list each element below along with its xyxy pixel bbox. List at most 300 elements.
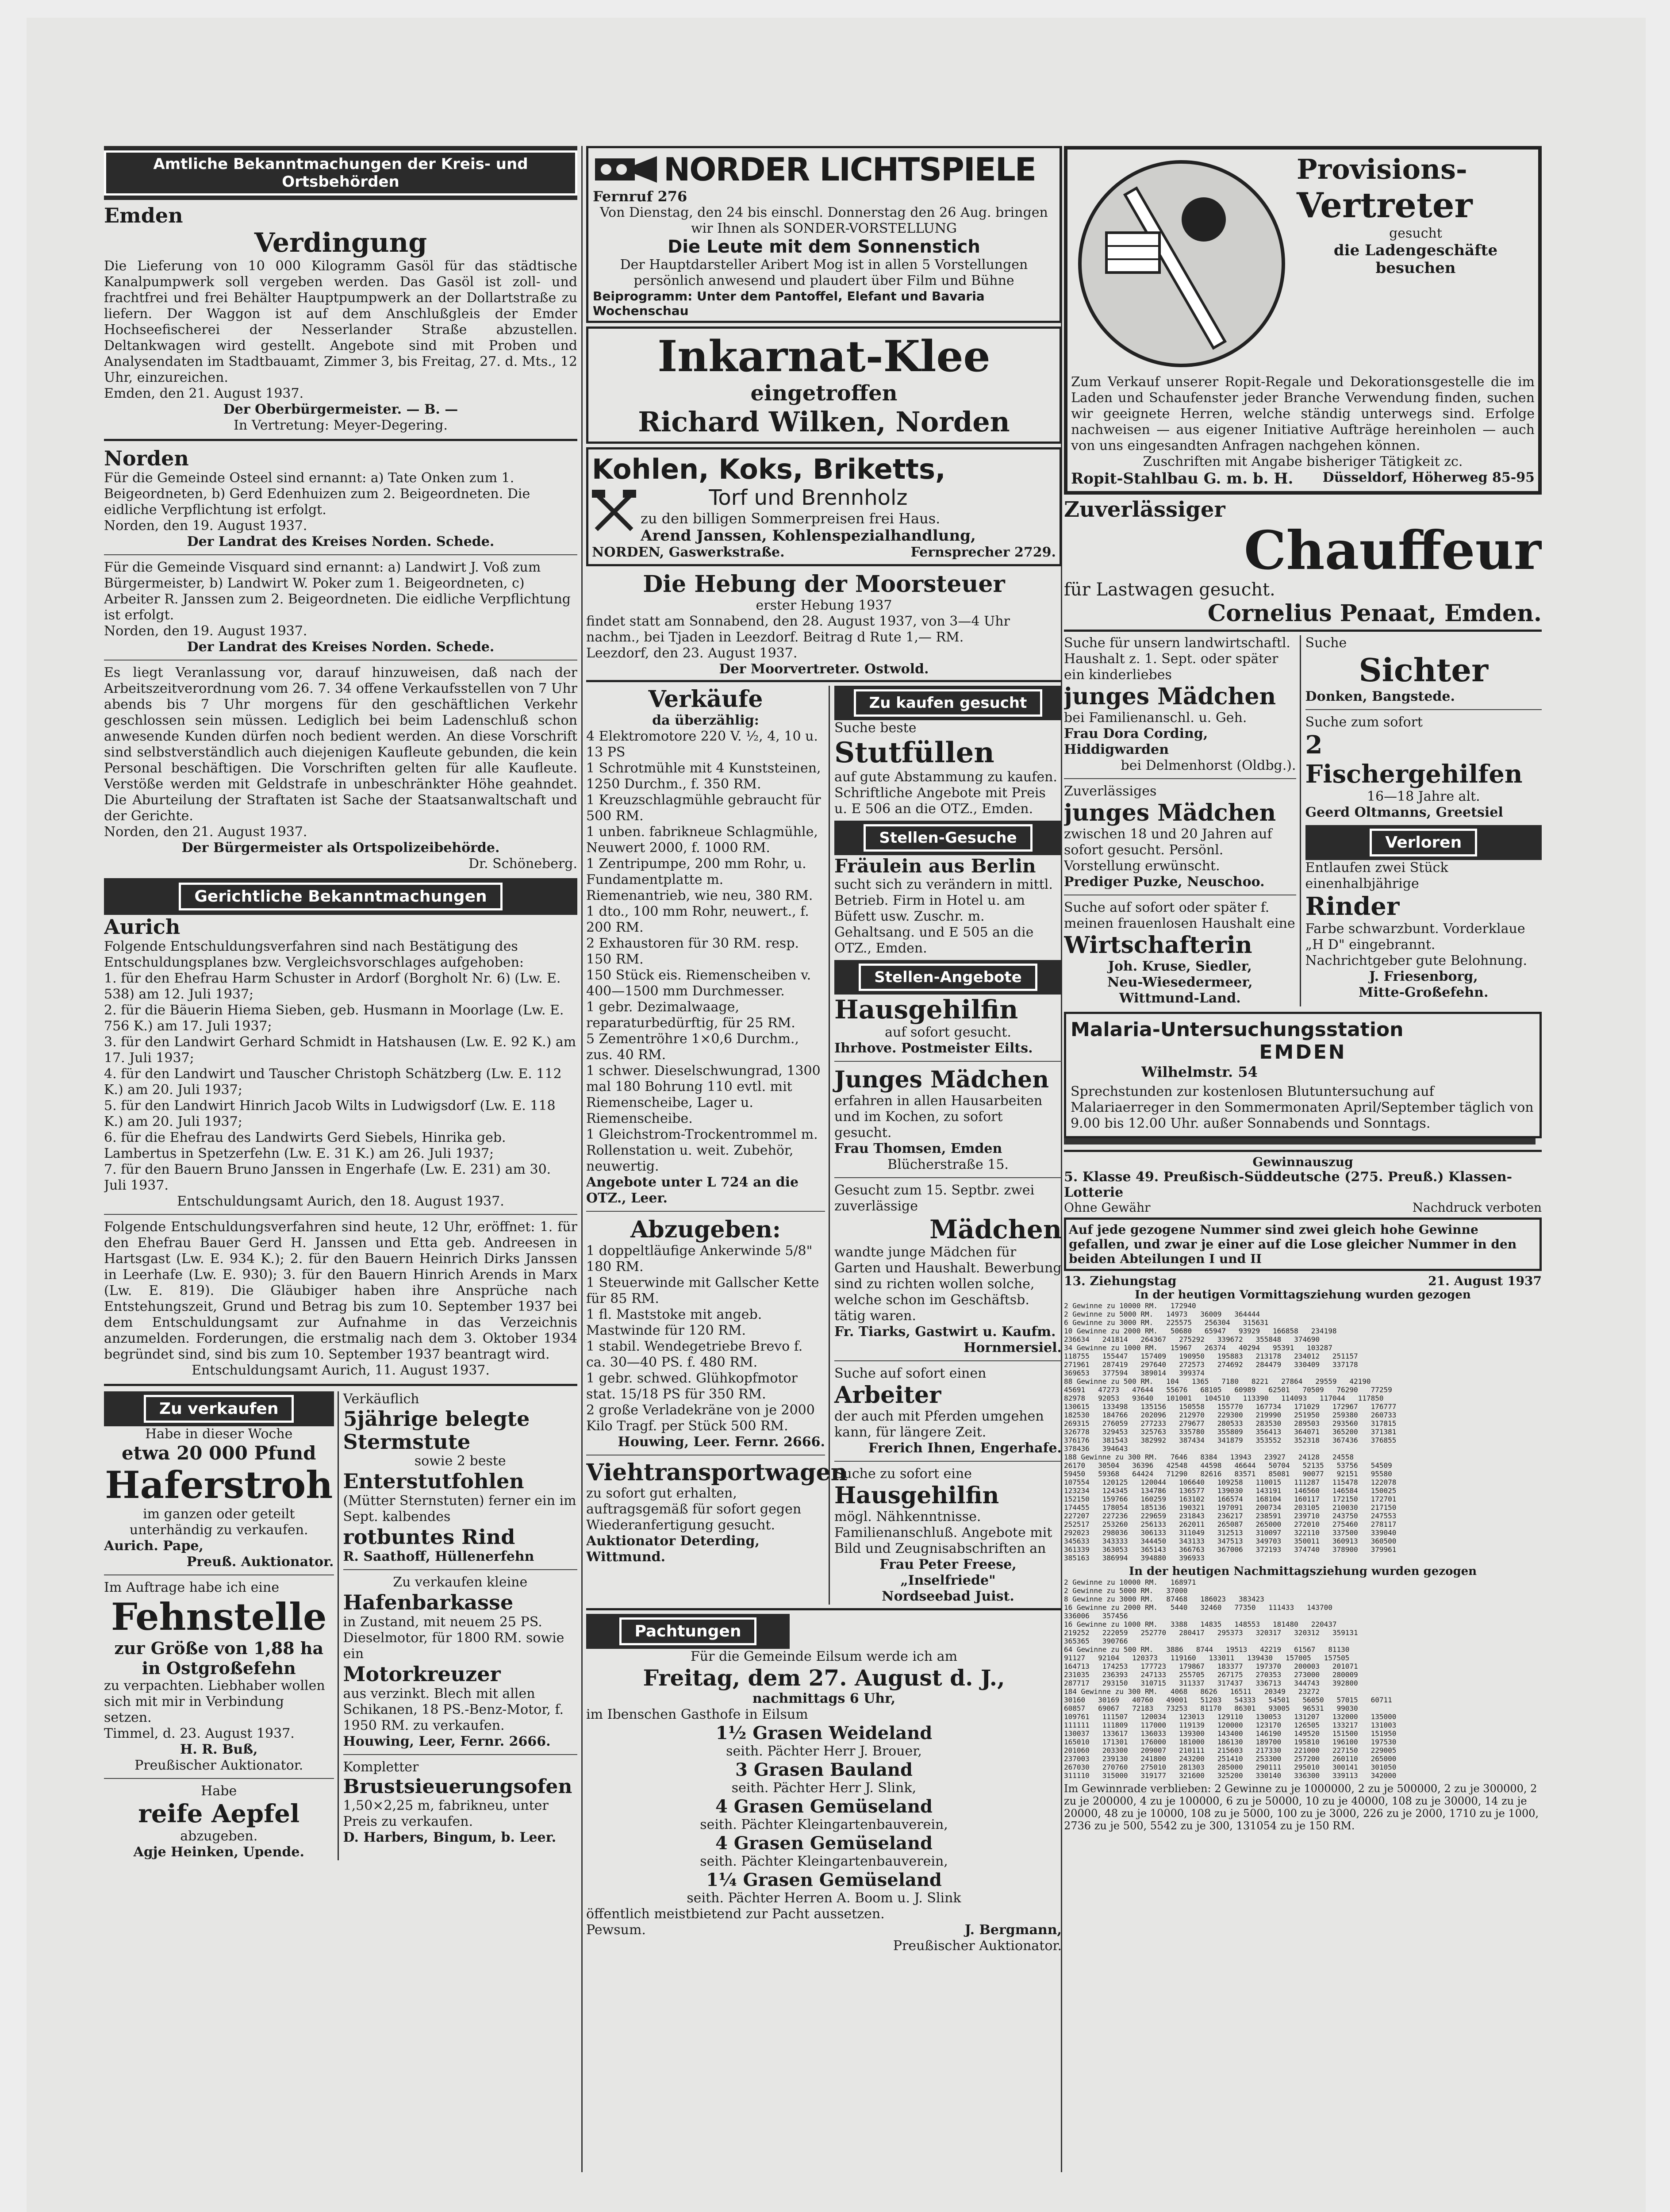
oven-title: Brustsieuerungsofen [343,1775,572,1798]
reliable-girl-text: zwischen 18 und 20 Jahren auf sofort gesucht. Persönl. Vorstellung erwünscht. [1064,826,1272,874]
lease-footer: öffentlich meistbietend zur Pacht aussetzen. [586,1906,885,1922]
haferstroh-pre: Habe in dieser Woche [145,1426,293,1442]
harbor-launch-pre: Zu verkaufen kleine [393,1575,528,1590]
osteel-date: Norden, den 19. August 1937. [104,518,307,534]
young-girl-signature: Frau Thomsen, Emden [834,1141,1002,1156]
berlin-lady-text: sucht sich zu verändern in mittl. Betrieb. Firm in Hotel u. am Büfett usw. Zuschr. m. Gehaltsang. und E 505 an die OTZ., Emden. [834,877,1053,956]
young-girl-address: Blücherstraße 15. [887,1157,1009,1172]
fehnstelle-title: Fehnstelle [111,1595,327,1639]
clover-ad [586,326,1062,444]
lottery-day: 13. Ziehungstag [1064,1274,1177,1288]
chauffeur-signature: Cornelius Penaat, Emden. [1207,600,1542,627]
lottery-number-line: 311110 315000 319177 321600 325200 330140 336300 339113 342000 [1064,1771,1397,1780]
list-item: 2. für die Bäuerin Hiema Sieben, geb. Husmann in Moorlage (Lw. E. 756 K.) am 17. Juli 1937; [104,1002,564,1034]
list-item: 2 Exhaustoren für 30 RM. resp. 150 RM. [586,936,799,967]
list-item: 5. für den Landwirt Hinrich Jacob Wilts in Ludwigsdorf (Lw. E. 118 K.) am 20. Juli 1937; [104,1098,556,1129]
list-item: 3. für den Landwirt Gerhard Schmidt in Hatshausen (Lw. E. 92 K.) am 17. Juli 1937; [104,1034,576,1066]
lottery-number-line: 6 Gewinne zu 3000 RM. 225575 256304 315631 [1064,1318,1269,1327]
lease-items [586,1723,1062,1906]
harbor-launch-title: Hafenbarkasse [343,1590,514,1614]
visquard-signature: Der Landrat des Kreises Norden. Schede. [187,639,495,655]
coal-firm: Arend Janssen, Kohlenspezialhandlung, [641,527,976,545]
fisher-text: 16—18 Jahre alt. [1367,789,1480,804]
mare-title: 5jährige belegte Stermstute [343,1407,530,1454]
list-item: 7. für den Bauern Bruno Janssen in Engerhafe (Lw. E. 231) am 30. Juli 1937. [104,1162,551,1193]
lease-time: nachmittags 6 Uhr, [752,1691,896,1706]
chauffeur-pre: Zuverlässiger [1064,497,1225,522]
lottery-number-line: 2 Gewinne zu 5000 RM. 37000 [1064,1586,1188,1595]
visquard-date: Norden, den 19. August 1937. [104,623,307,639]
clover-subtitle: eingetroffen [750,381,898,406]
sales-rep-firm-row [1071,470,1535,488]
housemaid2-house: „Inselfriede" [900,1573,996,1588]
lottery-number-line: 2 Gewinne zu 10000 RM. 168971 [1064,1578,1196,1586]
lottery-morning-heading: In der heutigen Vormittagsziehung wurden gezogen [1135,1288,1471,1302]
sales-rep-address: Düsseldorf, Höherweg 85-95 [1322,470,1535,485]
lottery-number-line: 188 Gewinne zu 300 RM. 7646 8384 13943 23927 24128 24558 [1064,1453,1354,1461]
sales-title: Verkäufe [648,686,763,713]
lease-item-tenant: seith. Pächter Herren A. Boom u. J. Slink [687,1890,961,1906]
housemaid2-text: mögl. Nähkenntnisse. Familienanschluß. Angebote mit Bild und Zeugnisabschriften an [834,1509,1052,1556]
young-girl-title: Junges Mädchen [834,1066,1049,1093]
motor-cruiser-signature: Houwing, Leer, Fernr. 2666. [343,1734,551,1749]
wanted-to-buy-header: Zu kaufen gesucht [834,686,1062,720]
coal-subtitle: Torf und Brennholz [709,485,908,510]
farm-girl-place: Hiddigwarden [1064,742,1169,757]
situations-wanted-header: Stellen-Gesuche [834,821,1062,855]
malaria-address: Wilhelmstr. 54 [1141,1064,1258,1080]
coal-ad [586,447,1062,566]
fisher-signature: Geerd Oltmanns, Greetsiel [1305,805,1503,820]
housemaid2-place: Nordseebad Juist. [882,1589,1014,1604]
housemaid2-pre: Suche zu sofort eine [834,1466,972,1482]
haferstroh-title: Haferstroh [105,1463,333,1507]
clover-firm: Richard Wilken, Norden [638,406,1010,438]
list-item: 5 Zementröhre 1×0,6 Durchm., zus. 40 RM. [586,1031,799,1063]
lease-signature-row [586,1922,1062,1938]
lottery-number-line: 336006 357456 [1064,1612,1128,1620]
moor-tax-subtitle: erster Hebung 1937 [756,598,892,613]
livestock-wagon-title: Viehtransportwagen [586,1459,848,1486]
list-item: 1 unben. fabrikneue Schlagmühle, Neuwert 2000, f. 1000 RM. [586,824,818,856]
list-item: 1 Kreuzschlagmühle gebraucht für 500 RM. [586,792,821,824]
lottery-number-line: 292023 298036 306133 311049 312513 310097 322110 337500 339040 [1064,1528,1397,1537]
coal-body [592,485,1056,545]
lottery-number-line: 45691 47273 47644 55676 68105 60989 62501 70509 76290 77259 [1064,1386,1392,1394]
chauffeur-title: Chauffeur [1244,519,1542,582]
list-item: 6. für die Ehefrau des Landwirts Gerd Siebels, Hinrika geb. Lambertus in Spetzerfehn (Lw. E. 31 K.) am 26. Juli 1937; [104,1130,506,1161]
sifter-title: Sichter [1359,651,1489,689]
sales-footer: Angebote unter L 724 an die OTZ., Leer. [586,1175,799,1206]
lottery-notice-box [1064,1217,1542,1271]
housekeeper-title: Wirtschafterin [1064,932,1252,959]
reliable-girl-title: junges Mädchen [1064,799,1276,826]
farm-girl-text: Suche für unsern landwirtschaftl. Haushalt z. 1. Sept. oder später ein kinderliebes [1064,635,1290,683]
sales-rep-sub-2: die Ladengeschäfte besuchen [1333,242,1498,277]
worker-title: Arbeiter [834,1382,941,1409]
list-item: 2 große Verladekräne von je 2000 Kilo Tragf. per Stück 500 RM. [586,1402,815,1434]
lottery-number-line: 91127 92104 120373 119160 133011 139430 157005 157505 [1064,1654,1350,1662]
lottery-number-line: 227207 227236 229659 231843 236217 238591 239710 243750 247553 [1064,1512,1397,1520]
verdingung-date: Emden, den 21. August 1937. [104,386,304,401]
middle-classifieds-row [586,686,1062,1605]
lease-item-tenant: seith. Pächter Herr J. Slink, [731,1780,917,1796]
worker-text: der auch mit Pferden umgehen kann, für längere Zeit. [834,1409,1044,1440]
column-divider [581,146,583,2172]
haferstroh-amount: etwa 20 000 Pfund [121,1442,316,1464]
sales-subtitle: da überzählig: [652,713,759,728]
for-sale-header: Zu verkaufen [104,1391,334,1426]
fehnstelle-pre: Im Auftrage habe ich eine [104,1580,280,1595]
lottery-results [1064,1150,1542,1832]
foal-text: (Mütter Sternstuten) ferner ein im Sept. kalbendes [343,1493,576,1525]
give-away-title: Abzugeben: [630,1216,781,1243]
lottery-number-line: 184 Gewinne zu 300 RM. 4068 8626 16511 20349 23272 [1064,1687,1320,1696]
clover-title: Inkarnat-Klee [657,331,990,381]
lottery-no-warranty: Ohne Gewähr [1064,1200,1151,1215]
lottery-no-reprint: Nachdruck verboten [1412,1200,1542,1215]
housekeeper-region: Wittmund-Land. [1119,991,1241,1006]
section-emden: Emden [104,204,183,227]
fehnstelle-size: zur Größe von 1,88 ha in Ostgroßefehn [114,1638,324,1678]
housemaid-text: auf sofort gesucht. [885,1025,1011,1040]
worker-signature: Frerich Ihnen, Engerhafe. [868,1440,1062,1456]
film-projector-icon [593,152,659,187]
fehnstelle-signature: H. R. Buß, [180,1742,258,1757]
closing-time-notice: Es liegt Veranlassung vor, darauf hinzuweisen, daß nach der Arbeitszeitverordnung vom 26. 7. 34 offene Verkaufsstellen von 7 Uhr abends bis 7 Uhr morgens für den geschäftlichen Verkehr geschlossen sein müssen. Lediglich bei beim Ladenschluß schon anwesende Kunden dürfen noch bedient werden. An diese Vorschrift sind selbstverständlich auch diejenigen Kaufleute gebunden, die kein Personal beschäftigen. Die Vorschriften gelten für alle Kaufleute. Verstöße werden mit Geldstrafe in unbeschränkter Höhe geahndet. Die Aburteilung der Straftaten ist Sache der Staatsanwaltschaft und der Gerichte. [104,665,577,824]
lottery-number-line: 26170 30504 36396 42548 44598 46644 50704 52135 53756 54509 [1064,1461,1392,1470]
lottery-number-line: 88 Gewinne zu 500 RM. 104 1365 7180 8221 27864 29559 42190 [1064,1377,1371,1386]
motor-cruiser-text: aus verzinkt. Blech mit allen Schikanen, 18 PS.-Benz-Motor, f. 1950 RM. zu verkaufen. [343,1686,564,1733]
sales-rep-top [1071,153,1535,374]
aurich-intro: Folgende Entschuldungsverfahren sind nach Bestätigung des Entschuldungsplanes bzw. Vergleichsvorschlages aufgehoben: [104,939,524,970]
apples-signature: Agje Heinken, Upende. [133,1844,304,1860]
housekeeper-place: Neu-Wiesedermeer, [1107,975,1253,990]
list-item: 1 fl. Maststoke mit angeb. Mastwinde für 120 RM. [586,1307,762,1338]
lease-signature: J. Bergmann, [964,1922,1062,1938]
lottery-notice-text: Auf jede gezogene Nummer sind zwei gleich hohe Gewinne gefallen, und zwar je einer auf die Lose gleicher Nummer in den beiden Abteilungen I und II [1069,1222,1517,1266]
lottery-number-line: 123234 124345 134786 136577 139030 143191 146560 146584 150025 [1064,1486,1397,1495]
lottery-number-line: 130615 133498 135156 150558 155770 167734 171029 172967 176777 [1064,1402,1397,1411]
section-norden: Norden [104,446,189,470]
lottery-number-line: 16 Gewinne zu 1000 RM. 3388 14835 148553 181480 220437 [1064,1620,1337,1628]
lottery-number-line: 30160 30169 40760 49001 51203 54333 54501 56050 57015 60711 [1064,1696,1392,1704]
lottery-afternoon-heading: In der heutigen Nachmittagsziehung wurden gezogen [1129,1565,1477,1578]
lottery-number-line: 34 Gewinne zu 1000 RM. 15967 26374 40294 95391 103287 [1064,1344,1332,1352]
situations-vacant-header: Stellen-Angebote [834,960,1062,995]
motor-cruiser-title: Motorkreuzer [343,1662,501,1686]
sales-rep-text: Zum Verkauf unserer Ropit-Regale und Dekorationsgestelle die im Laden und Schaufenster jeder Branche Verwendung finden, suchen wir geeignete Herren, welche ständig unterwegs sind. Erfolge nachweisen — aus eigener Initiative Aufträge hereinholen — auch von uns eingesandten Anfragen nachgehen können. [1071,374,1535,453]
housemaid2-title: Hausgehilfin [834,1482,999,1509]
column-ads-right [1064,146,1542,2172]
lottery-number-line: 182530 184766 202096 212970 229300 219990 251950 259380 260733 [1064,1411,1397,1419]
lottery-number-line: 174455 178054 185136 190321 197091 200734 203105 210030 217150 [1064,1503,1397,1512]
haferstroh-text: im ganzen oder geteilt unterhändig zu verkaufen. [129,1506,308,1538]
proceedings-opened-date: Entschuldungsamt Aurich, 11. August 1937. [192,1363,490,1378]
hammer-pick-icon [592,485,636,534]
verdingung-title: Verdingung [254,227,427,258]
chauffeur-text: für Lastwagen gesucht. [1064,580,1275,600]
lottery-number-line: 2 Gewinne zu 5000 RM. 14973 36009 364444 [1064,1310,1260,1318]
malaria-city: EMDEN [1259,1041,1347,1064]
lottery-afternoon-numbers [1064,1578,1542,1780]
list-item: 1 schwer. Dieselschwungrad, 1300 mal 180 Bohrung 110 evtl. mit Riemenscheibe, Lager u. Riemenscheibe. [586,1063,821,1126]
right-classifieds-right [1305,635,1542,1006]
fehnstelle-date: Timmel, d. 23. August 1937. [104,1726,295,1741]
malaria-title: Malaria-Untersuchungsstation [1071,1018,1404,1041]
column-official-notices [104,146,577,2172]
list-item: 4 Elektromotore 220 V. ½, 4, 10 u. 13 PS [586,729,818,760]
mare-signature: R. Saathoff, Hüllenerfehn [343,1549,534,1564]
list-item: 1 Gleichstrom-Trockentrommel m. Rollenstation u. weit. Zubehör, neuwertig. [586,1127,818,1174]
lease-item-tenant: seith. Pächter Herr J. Brouer, [726,1743,922,1759]
shelf-mascot-illustration [1071,153,1292,374]
fisher-pre: Suche zum sofort [1305,714,1423,730]
lease-item-title: 4 Grasen Gemüseland [715,1833,933,1854]
lottery-number-line: 130037 133617 136033 139300 143400 146190 149520 151500 151950 [1064,1729,1397,1738]
foals-pre: Suche beste [834,720,917,736]
haferstroh-signature-title: Preuß. Auktionator. [186,1554,334,1570]
lottery-number-line: 118755 155447 157409 190950 195883 213178 234012 251157 [1064,1352,1358,1360]
lottery-number-line: 59450 59368 64424 71290 82616 83571 85081 90077 92151 95580 [1064,1470,1392,1478]
list-item: 1 Zentripumpe, 200 mm Rohr, u. Fundamentplatte m. Riemenantrieb, wie neu, 380 RM. [586,856,813,903]
closing-time-date: Norden, den 21. August 1937. [104,824,307,840]
lottery-number-line: 219252 222059 252770 280417 295373 320317 320312 359131 [1064,1628,1358,1637]
list-item: 1 doppeltläufige Ankerwinde 5/8" 180 RM. [586,1243,813,1275]
closing-time-signature: Der Bürgermeister als Ortspolizeibehörde. [181,840,500,856]
give-away-signature: Houwing, Leer. Fernr. 2666. [618,1434,825,1450]
lottery-number-line: 365365 390766 [1064,1637,1128,1645]
lottery-number-line: 287717 293150 310715 311337 317437 336713 344743 392800 [1064,1679,1358,1687]
cinema-phone: Fernruf 276 [593,188,687,205]
cinema-name: NORDER LICHTSPIELE [664,151,1036,188]
lottery-number-line: 164713 174253 177723 179867 183377 197370 200003 201071 [1064,1662,1358,1671]
column-ads-middle [586,146,1062,2172]
oven-pre: Kompletter [343,1759,419,1775]
lottery-number-line: 16 Gewinne zu 2000 RM. 5440 32460 77350 111433 143700 [1064,1603,1332,1612]
foal-title: Enterstutfohlen [343,1469,524,1493]
young-girl-text: erfahren in allen Hausarbeiten und im Kochen, zu sofort gesucht. [834,1093,1043,1141]
mare-text: sowie 2 beste [414,1453,506,1469]
lottery-number-line: 361339 363053 365143 366763 367006 372193 374740 378900 379961 [1064,1545,1397,1554]
mare-pre: Verkäuflich [343,1391,419,1407]
sales-list [586,729,825,1175]
lottery-number-line: 2 Gewinne zu 10000 RM. 172940 [1064,1302,1196,1310]
housemaid2-signature: Frau Peter Freese, [879,1557,1017,1572]
middle-classifieds-right [834,686,1062,1605]
lottery-number-line: 385163 386994 394880 396933 [1064,1554,1205,1562]
coal-phone: Fernsprecher 2729. [910,545,1056,560]
lost-header: Verloren [1305,825,1542,860]
lease-signature-place: Pewsum. [586,1922,646,1938]
lottery-number-line: 252517 253260 256133 262011 265087 265000 272010 275460 278117 [1064,1520,1397,1528]
moor-tax-signature: Der Moorvertreter. Ostwold. [719,661,929,677]
cinema-header [593,151,1055,188]
farm-girl-region: bei Delmenhorst (Oldbg.). [1121,758,1296,773]
verdingung-text: Die Lieferung von 10 000 Kilogramm Gasöl für das städtische Kanalpumpwerk soll vergeben werden. Das Gasöl ist zoll- und frachtfrei und frei Behälter Hauptpumpwerk an der Dollartstraße zu liefern. Der Waggon ist auf dem Anschlußgleis der Emder Hochseefischerei der Nesserlander Straße abzustellen. Deltankwagen wird gestellt. Angebote sind mit Proben und Analysendaten im Stadtbauamt, Zimmer 3, bis Freitag, 27. d. Mts., 12 Uhr, einzureichen. [104,258,577,385]
sales-rep-title-2: Vertreter [1297,185,1473,226]
livestock-wagon-signature: Auktionator Deterding, [586,1533,760,1549]
lottery-head: Gewinnauszug [1252,1155,1353,1169]
lease-item-title: 3 Grasen Bauland [735,1759,913,1780]
foals-text: auf gute Abstammung zu kaufen. Schriftliche Angebote mit Preis u. E 506 an die OTZ., Emden. [834,769,1057,817]
lottery-remaining: Im Gewinnrade verblieben: 2 Gewinne zu je 1000000, 2 zu je 500000, 2 zu je 300000, 2 zu je 200000, 4 zu je 100000, 6 zu je 50000, 10 zu je 40000, 108 zu je 30000, 14 zu je 20000, 48 zu je 10000, 108 zu je 5000, 100 zu je 3000, 226 zu je 2000, 1710 zu je 1000, 2736 zu je 500, 5542 zu je 300, 131054 zu je 150 RM. [1064,1782,1539,1832]
lottery-number-line: 107554 120125 120044 106640 109258 110015 111287 115478 122078 [1064,1478,1397,1486]
lease-item-title: 1½ Grasen Weideland [715,1723,933,1743]
girls-title: Mädchen [929,1214,1062,1244]
sales-rep-text-2: Zuschriften mit Angabe bisheriger Tätigkeit zc. [1143,454,1463,469]
list-item: 1 gebr. schwed. Glühkopfmotor stat. 15/18 PS für 350 RM. [586,1371,798,1402]
middle-classifieds-left [586,686,848,1605]
farm-girl-text-2: bei Familienanschl. u. Geh. [1064,710,1247,726]
lease-item-tenant: seith. Pächter Kleingartenbauverein, [700,1817,948,1832]
list-item: 4. für den Landwirt und Tauscher Christoph Schätzberg (Lw. E. 112 K.) am 20. Juli 1937; [104,1066,562,1098]
give-away-list [586,1243,825,1434]
livestock-wagon-place: Wittmund. [586,1549,666,1565]
girls-pre: Gesucht zum 15. Septbr. zwei zuverlässige [834,1183,1035,1214]
list-item: 1 Schrotmühle mit 4 Kunststeinen, 1250 Durchm., f. 350 RM. [586,760,821,792]
cinema-film-title: Die Leute mit dem Sonnenstich [668,237,980,257]
fehnstelle-signature-title: Preußischer Auktionator. [134,1758,303,1773]
lottery-number-line: 376176 381543 382992 387434 341879 353552 352318 367436 376855 [1064,1436,1397,1444]
sales-rep-sub: gesucht [1389,226,1442,241]
lottery-meta [1064,1200,1542,1215]
closing-time-signature-name: Dr. Schöneberg. [468,856,577,872]
apples-title: reife Aepfel [138,1799,300,1828]
malaria-station-ad [1064,1012,1542,1138]
list-item: 1 dto., 100 mm Rohr, neuwert., f. 200 RM. [586,904,809,935]
cattle-title: rotbuntes Rind [343,1525,515,1549]
fisher-title: 2 Fischergehilfen [1305,730,1523,789]
lease-item-title: 1¼ Grasen Gemüseland [706,1870,942,1890]
chauffeur-ad [1064,495,1542,632]
list-item: 1 gebr. Dezimalwaage, reparaturbedürftig, für 25 RM. [586,999,795,1031]
reliable-girl-signature: Prediger Puzke, Neuschoo. [1064,874,1265,890]
lease-intro: Für die Gemeinde Eilsum werde ich am [690,1649,958,1664]
lottery-number-line: 369653 377594 389014 399374 [1064,1369,1205,1377]
classifieds-right [343,1391,578,1860]
lottery-number-line: 165010 171301 176000 181000 186130 189700 195810 196100 197530 [1064,1738,1397,1746]
lottery-number-line: 152150 159766 160259 163102 166574 168104 160117 172150 172701 [1064,1495,1397,1503]
lottery-morning-numbers [1064,1302,1542,1562]
list-item: 150 Stück eis. Riemenscheiben v. 400—1500 mm Durchmesser. [586,968,811,999]
berlin-lady-title: Fräulein aus Berlin [834,855,1036,877]
lottery-number-line: 109761 111507 120034 123013 129110 130053 131207 132000 135000 [1064,1713,1397,1721]
housemaid-signature: Ihrhove. Postmeister Eilts. [834,1041,1033,1056]
moor-tax-date: Leezdorf, den 23. August 1937. [586,645,798,661]
sifter-signature: Donken, Bangstede. [1305,689,1455,704]
girls-text: wandte junge Mädchen für Garten und Haushalt. Bewerbung sind zu richten wollen solche, welche schon im Geschäftsb. tätig waren. [834,1244,1062,1324]
coal-text: zu den billigen Sommerpreisen frei Haus. [641,510,941,527]
classifieds-row [104,1391,577,1860]
cattle-lost-pre: Entlaufen zwei Stück einenhalbjährige [1305,860,1448,891]
official-notices-header: Amtliche Bekanntmachungen der Kreis- und Ortsbehörden [104,146,577,200]
cinema-text-2: Der Hauptdarsteller Aribert Mog ist in allen 5 Vorstellungen persönlich anwesend und plaudert über Film und Bühne [620,257,1028,288]
sales-rep-title-1: Provisions- [1297,153,1467,185]
lottery-number-line: 201060 203300 209007 210111 215603 217330 221000 227150 229005 [1064,1746,1397,1755]
list-item: 1 stabil. Wendegetriebe Brevo f. ca. 30—40 PS. f. 480 RM. [586,1339,803,1370]
sifter-pre: Suche [1305,635,1347,651]
lottery-day-row [1064,1274,1542,1288]
fehnstelle-text: zu verpachten. Liebhaber wollen sich mit mir in Verbindung setzen. [104,1678,325,1725]
coal-title: Kohlen, Koks, Briketts, [592,453,946,485]
sales-rep-ad [1064,146,1542,495]
lease-item-title: 4 Grasen Gemüseland [715,1796,933,1817]
harbor-launch-text: in Zustand, mit neuem 25 PS. Dieselmotor, für 1800 RM. sowie ein [343,1614,564,1662]
girls-place: Hornmersiel. [964,1340,1062,1356]
proceedings-opened-text: Folgende Entschuldungsverfahren sind heute, 12 Uhr, eröffnet: 1. für den Ehefrau Bauer Gerd H. Janssen und Etta geb. Andreesen in Hartsgast (Lw. E. 934 K.); 2. für den Bauern Heinrich Dirks Janssen in Leerhafe (Lw. E. 930); 3. für den Bauern Hinrich Arends in Marx (Lw. E. 819). Die Gläubiger haben ihre Ansprüche nach Entstehungszeit, Grund und Betrag bis zum 10. September 1937 bei dem Entschuldungsamt zur Aufnahme in das Verzeichnis anzumelden. Forderungen, die erstmalig nach dem 3. Oktober 1934 begründet sind, sind bis zum 10. September 1937 beantragt wird. [104,1219,577,1362]
haferstroh-signature: Aurich. Pape, [104,1538,203,1554]
lease-place: im Ibenschen Gasthofe in Eilsum [586,1707,808,1722]
lottery-number-line: 267030 270760 275010 281303 285000 290111 295010 300141 301050 [1064,1763,1397,1771]
verdingung-signature-deputy: In Vertretung: Meyer-Degering. [234,418,448,433]
classifieds-left [104,1391,339,1860]
lottery-number-line: 271961 287419 297640 272573 274692 284479 330409 337178 [1064,1360,1358,1369]
lottery-number-line: 60857 69067 72183 73253 81170 86301 93005 96531 99030 [1064,1704,1358,1713]
cattle-lost-text: Farbe schwarzbunt. Vorderklaue „H D" eingebrannt. Nachrichtgeber gute Belohnung. [1305,921,1528,968]
apples-pre: Habe [201,1783,237,1799]
lottery-date: 21. August 1937 [1428,1274,1542,1288]
lottery-number-line: 111111 111809 117000 119139 120000 123170 126505 133217 131003 [1064,1721,1397,1729]
livestock-wagon-text: zu sofort gut erhalten, auftragsgemäß für sofort gegen Wiederanfertigung gesucht. [586,1486,802,1533]
lottery-number-line: 231035 236393 247133 255705 267175 270353 273000 280009 [1064,1671,1358,1679]
lottery-number-line: 8 Gewinne zu 3000 RM. 87468 186023 383423 [1064,1595,1264,1603]
lottery-number-line: 326778 329453 325763 335780 355809 356413 364071 365200 371381 [1064,1428,1397,1436]
visquard-text: Für die Gemeinde Visquard sind ernannt: a) Landwirt J. Voß zum Bürgermeister, b) Landwirt W. Poker zum 1. Beigeordneten, c) Arbeiter R. Janssen zum 2. Beigeordneten. Die eidliche Verpflichtung ist erfolgt. [104,560,571,623]
moor-tax-notice [586,571,1062,682]
worker-pre: Suche auf sofort einen [834,1366,987,1381]
lottery-number-line: 269315 276059 277233 279677 280533 283530 289503 293560 317815 [1064,1419,1397,1428]
lease-date: Freitag, dem 27. August d. J., [643,1665,1005,1691]
farm-girl-signature: Frau Dora Cording, [1064,726,1208,741]
osteel-text: Für die Gemeinde Osteel sind ernannt: a) Tate Onken zum 1. Beigeordneten, b) Gerd Edenhuizen zum 2. Beigeordneten. Die eidliche Verpflichtung ist erfolgt. [104,470,530,518]
apples-text: abzugeben. [180,1828,258,1844]
lease-notice [586,1608,1062,1954]
leases-header: Pachtungen [586,1614,790,1649]
aurich-list [104,971,577,1194]
foals-title: Stutfüllen [834,736,994,769]
list-item: 1 Steuerwinde mit Gallscher Kette für 85 RM. [586,1275,819,1306]
lottery-number-line: 82978 92053 93640 101001 104510 113390 114093 117044 117850 [1064,1394,1384,1402]
malaria-text: Sprechstunden zur kostenlosen Blutuntersuchung auf Malariaerreger in den Sommermonaten April/September täglich von 9.00 bis 12.00 Uhr. außer Sonnabends und Sonntags. [1071,1084,1534,1131]
cattle-lost-signature: J. Friesenborg, [1369,969,1478,984]
lottery-number-line: 64 Gewinne zu 500 RM. 3886 8744 19513 42219 61567 81130 [1064,1645,1350,1654]
cinema-ad [586,146,1062,323]
osteel-signature: Der Landrat des Kreises Norden. Schede. [187,534,495,549]
cattle-lost-place: Mitte-Großefehn. [1359,985,1489,1000]
right-classifieds-left [1064,635,1301,1006]
lottery-number-line: 345633 343333 344450 343133 347513 349703 350011 360913 360500 [1064,1537,1397,1545]
reliable-girl-pre: Zuverlässiges [1064,783,1157,799]
lottery-title: 5. Klasse 49. Preußisch-Süddeutsche (275. Preuß.) Klassen-Lotterie [1064,1169,1513,1200]
aurich-date: Entschuldungsamt Aurich, den 18. August 1937. [177,1194,504,1209]
lease-signature-title: Preußischer Auktionator. [893,1938,1062,1954]
girls-signature: Fr. Tiarks, Gastwirt u. Kaufm. [834,1324,1056,1340]
lottery-number-line: 10 Gewinne zu 2000 RM. 50680 65947 93929 166858 234198 [1064,1327,1337,1335]
right-classifieds-row [1064,635,1542,1006]
cinema-text: Von Dienstag, den 24 bis einschl. Donnerstag den 26 Aug. bringen wir Ihnen als SONDER-VORSTELLUNG [600,205,1048,236]
lottery-number-line: 237003 239130 241800 243200 251410 253300 257200 260110 265000 [1064,1755,1397,1763]
coal-address: NORDEN, Gaswerkstraße. [592,545,785,560]
verdingung-signature: Der Oberbürgermeister. — B. — [223,402,458,417]
list-item: 1. für den Ehefrau Harm Schuster in Ardorf (Borgholt Nr. 6) (Lw. E. 538) am 12. Juli 1937; [104,971,561,1002]
oven-signature: D. Harbers, Bingum, b. Leer. [343,1830,557,1845]
housekeeper-signature: Joh. Kruse, Siedler, [1108,959,1252,974]
lease-item-tenant: seith. Pächter Kleingartenbauverein, [700,1854,948,1869]
section-aurich: Aurich [104,915,180,939]
cattle-lost-title: Rinder [1305,892,1400,921]
lottery-number-line: 378436 394643 [1064,1444,1128,1453]
